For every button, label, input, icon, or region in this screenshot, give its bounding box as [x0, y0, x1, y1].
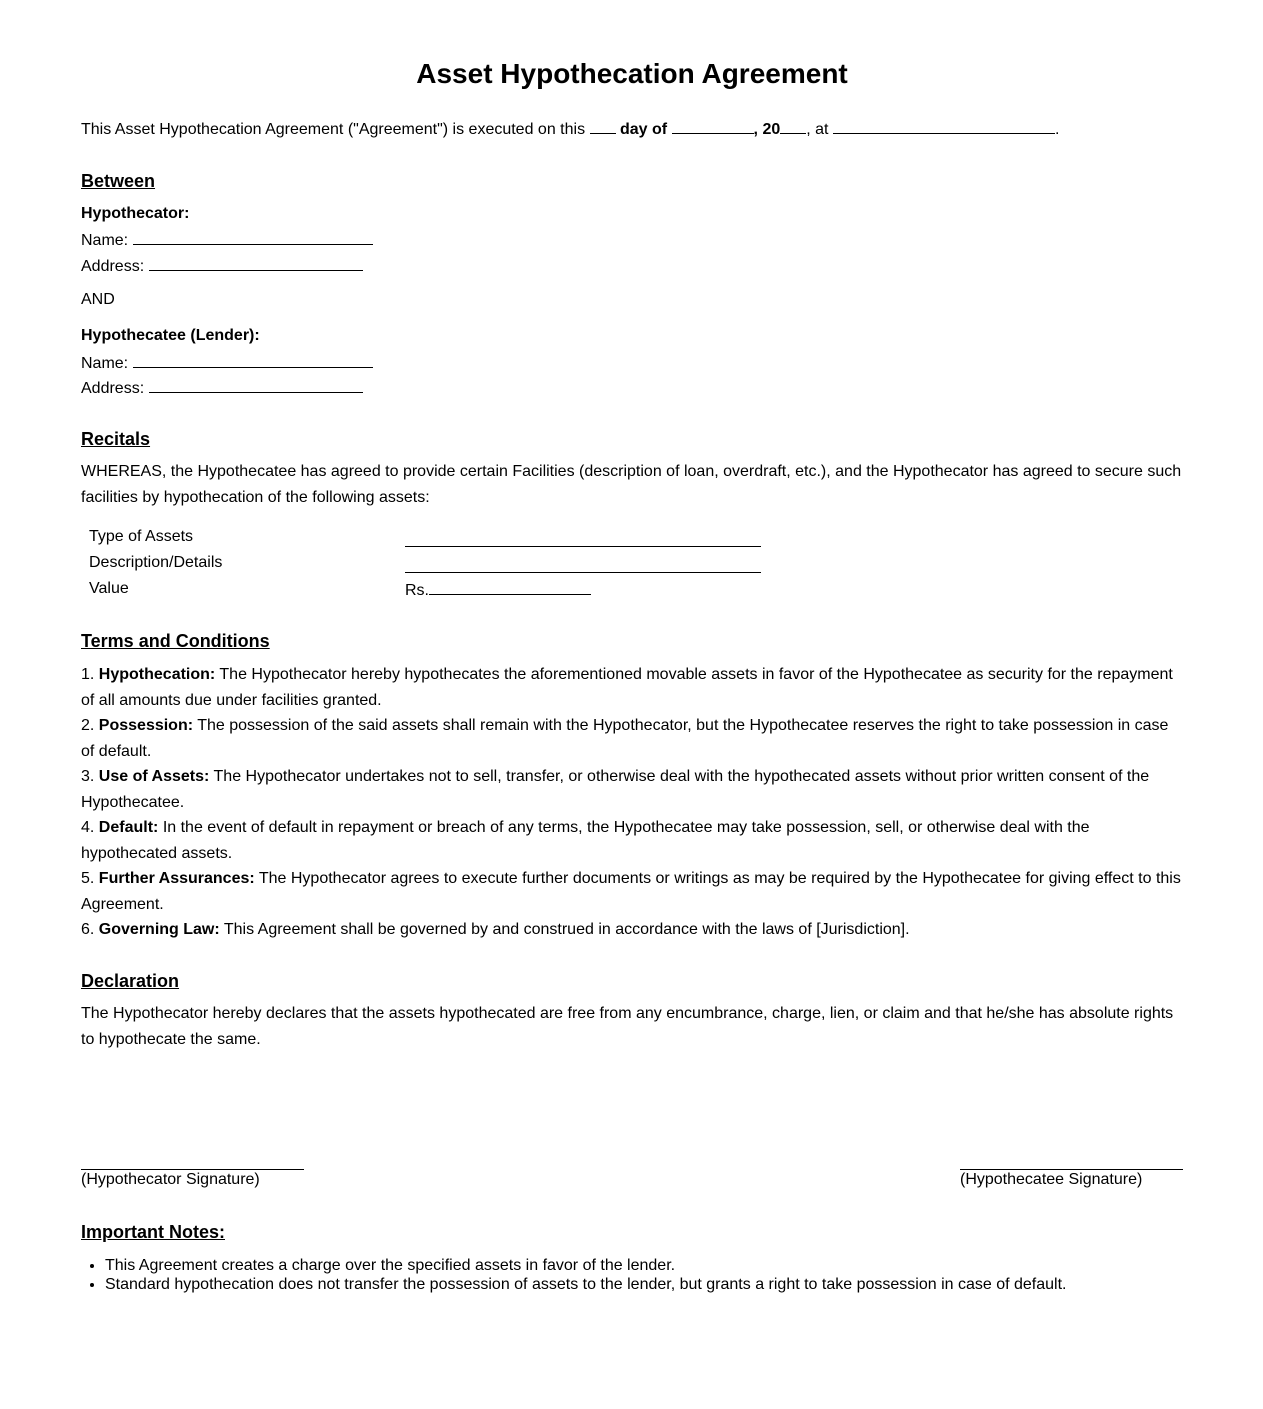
place-blank[interactable]	[833, 121, 1055, 138]
hypothecator-address-row	[81, 256, 363, 276]
intro-text: This Asset Hypothecation Agreement ("Agreement") is executed on this	[81, 121, 586, 138]
term-title: Use of Assets:	[98, 768, 210, 785]
name-label: Name:	[81, 355, 129, 372]
hypothecator-signature-block	[81, 1169, 304, 1189]
term-title: Possession:	[98, 717, 194, 734]
term-number: 2.	[81, 717, 95, 734]
year-blank[interactable]	[780, 121, 806, 138]
address-label: Address:	[81, 380, 145, 397]
term-item	[81, 917, 1183, 943]
asset-value-label: Value	[89, 580, 129, 597]
hypothecator-name-field[interactable]	[133, 230, 373, 245]
hypothecatee-address-row	[81, 378, 363, 398]
term-text: The Hypothecator agrees to execute further documents or writings as may be required by the Hypothecatee for giving effect to this Agreement.	[81, 870, 1181, 913]
hypothecator-name-row	[81, 230, 373, 250]
hypothecator-address-field[interactable]	[149, 256, 363, 271]
at-label: at	[815, 121, 829, 138]
terms-list	[81, 662, 1183, 943]
asset-row-description	[89, 554, 789, 574]
hypothecatee-signature-block	[960, 1169, 1183, 1189]
hypothecatee-label: Hypothecatee (Lender):	[81, 327, 260, 344]
note-item: • This Agreement creates a charge over the specified assets in favor of the lender.	[105, 1257, 1183, 1276]
asset-description-field[interactable]	[405, 554, 761, 573]
recitals-heading: Recitals	[81, 429, 151, 449]
hypothecator-signature-line[interactable]	[81, 1169, 304, 1170]
term-number: 1.	[81, 666, 95, 683]
term-text: The possession of the said assets shall remain with the Hypothecator, but the Hypothecatee reserves the right to take possession in case of default.	[81, 717, 1169, 760]
notes-list	[81, 1257, 1183, 1294]
hypothecatee-address-field[interactable]	[149, 378, 363, 393]
comma-separator-2: ,	[806, 121, 811, 138]
term-number: 3.	[81, 768, 95, 785]
name-label: Name:	[81, 232, 129, 249]
and-label: AND	[81, 291, 115, 308]
term-text: The Hypothecator undertakes not to sell, transfer, or otherwise deal with the hypothecated assets without prior written consent of the Hypothecatee.	[81, 768, 1150, 811]
hypothecator-signature-label: (Hypothecator Signature)	[81, 1171, 260, 1188]
asset-value-field[interactable]	[429, 580, 591, 595]
term-text: The Hypothecator hereby hypothecates the aforementioned movable assets in favor of the Hypothecatee as security for the repayment of all amounts due under facilities granted.	[81, 666, 1173, 709]
asset-row-type	[89, 528, 789, 548]
asset-type-label: Type of Assets	[89, 528, 194, 545]
document-page	[81, 0, 1183, 1300]
hypothecator-label: Hypothecator:	[81, 205, 190, 222]
term-number: 5.	[81, 870, 95, 887]
recitals-text: WHEREAS, the Hypothecatee has agreed to provide certain Facilities (description of loan, overdraft, etc.), and the Hypothecator has agreed to secure such facilities by hypothecation of the following assets:	[81, 463, 1182, 506]
hypothecatee-signature-line[interactable]	[960, 1169, 1183, 1170]
asset-description-label: Description/Details	[89, 554, 223, 571]
month-blank[interactable]	[672, 121, 754, 138]
between-heading: Between	[81, 171, 156, 191]
intro-line	[81, 119, 1059, 139]
declaration-heading: Declaration	[81, 971, 180, 991]
term-number: 6.	[81, 921, 95, 938]
comma-separator: ,	[753, 121, 758, 138]
note-item: • Standard hypothecation does not transfer the possession of assets to the lender, but grants a right to take possession in case of default.	[105, 1276, 1183, 1295]
year-prefix: 20	[762, 121, 781, 138]
term-text: This Agreement shall be governed by and construed in accordance with the laws of [Jurisdiction].	[223, 921, 910, 938]
term-title: Further Assurances:	[98, 870, 255, 887]
declaration-text: The Hypothecator hereby declares that the assets hypothecated are free from any encumbrance, charge, lien, or claim and that he/she has absolute rights to hypothecate the same.	[81, 1005, 1174, 1048]
hypothecatee-name-field[interactable]	[133, 353, 373, 368]
term-number: 4.	[81, 819, 95, 836]
asset-row-value	[89, 580, 789, 600]
term-title: Hypothecation:	[98, 666, 216, 683]
terms-heading: Terms and Conditions	[81, 631, 270, 651]
address-label: Address:	[81, 258, 145, 275]
term-item	[81, 764, 1183, 815]
hypothecatee-signature-label: (Hypothecatee Signature)	[960, 1171, 1143, 1188]
term-title: Governing Law:	[98, 921, 220, 938]
day-blank[interactable]	[590, 121, 616, 138]
term-item	[81, 662, 1183, 713]
asset-value-field-wrap	[405, 580, 591, 600]
currency-prefix: Rs.	[405, 582, 429, 599]
notes-heading: Important Notes:	[81, 1222, 225, 1242]
document-title: Asset Hypothecation Agreement	[416, 58, 848, 89]
term-text: In the event of default in repayment or breach of any terms, the Hypothecatee may take possession, sell, or otherwise deal with the hypothecated assets.	[81, 819, 1090, 862]
term-title: Default:	[98, 819, 159, 836]
term-item	[81, 713, 1183, 764]
day-of-label: day of	[619, 121, 668, 138]
hypothecatee-name-row	[81, 353, 373, 373]
period: .	[1054, 121, 1060, 138]
term-item	[81, 866, 1183, 917]
term-item	[81, 815, 1183, 866]
asset-type-field[interactable]	[405, 528, 761, 547]
